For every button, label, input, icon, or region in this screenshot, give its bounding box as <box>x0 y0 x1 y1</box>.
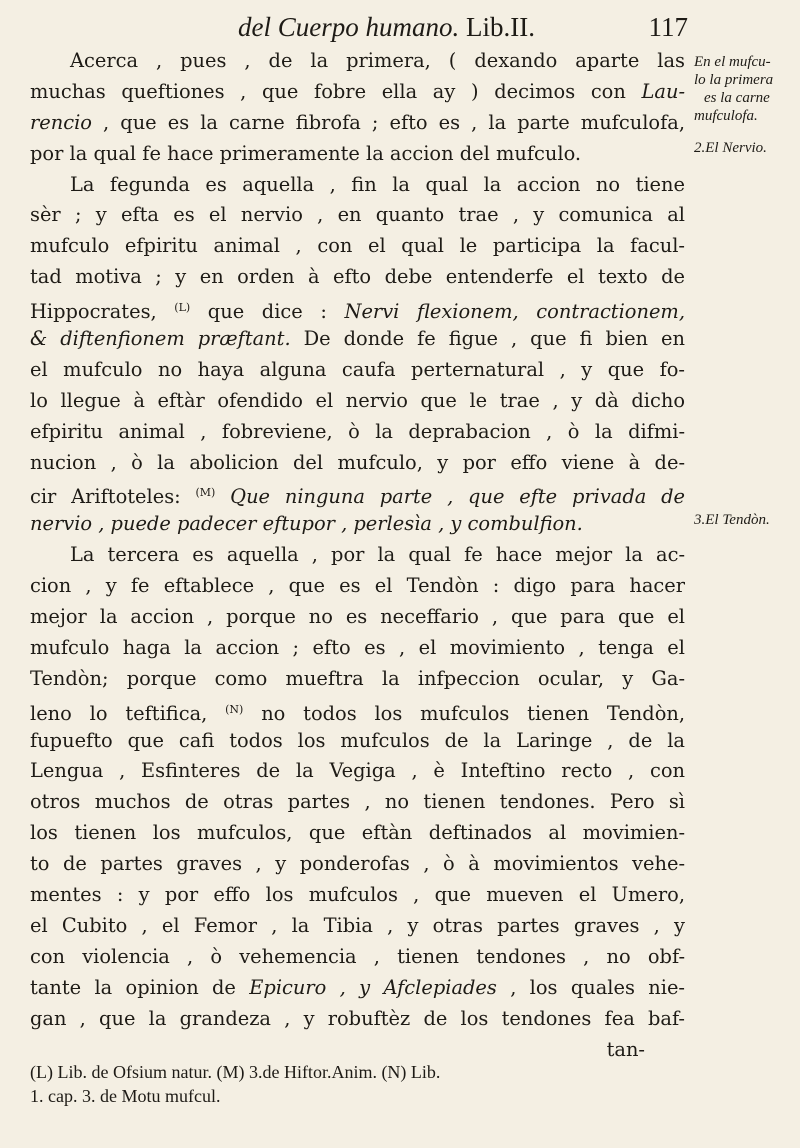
text-line: tante la opinion de Epicuro , y Afclepiades , los quales nie- <box>30 975 685 999</box>
text-line: muchas queftiones , que fobre ella ay ) decimos con Lau- <box>30 79 685 103</box>
text-line: el mufculo no haya alguna caufa perternatural , y que fo- <box>30 357 685 381</box>
text-line: rencio , que es la carne fibrofa ; efto es , la parte mufculofa, <box>30 110 685 134</box>
text-line: Acerca , pues , de la primera, ( dexando aparte las <box>70 49 685 72</box>
footnotes <box>30 1060 690 1108</box>
text-line: lo llegue à eftàr ofendido el nervio que le trae , y dà dicho <box>30 388 685 412</box>
text-line: otros muchos de otras partes , no tienen tendones. Pero sì <box>30 790 685 814</box>
footnote-line: 1. cap. 3. de Motu mufcul. <box>30 1086 221 1106</box>
footnote-line: (L) Lib. de Ofsium natur. (M) 3.de Hiftor.Anim. (N) Lib. <box>30 1062 441 1082</box>
text-line: mufculo efpiritu animal , con el qual le participa la facul- <box>30 234 685 258</box>
text-line: por la qual fe hace primeramente la accion del mufculo. <box>30 141 582 165</box>
text-line: sèr ; y efta es el nervio , en quanto trae , y comunica al <box>30 203 685 227</box>
page-number: 117 <box>648 12 688 42</box>
text-line <box>30 509 685 540</box>
text-line: mejor la accion , porque no es neceffario , que para que el <box>30 605 685 629</box>
margin-note-1: En el mufcu- lo la primera es la carne mufculofa. <box>694 54 774 124</box>
text-line: Hippocrates, $^{(L)}$ que dice : Nervi flexionem, contractionem, <box>30 300 685 324</box>
text-line: fupuefto que cafi todos los mufculos de la Laringe , de la <box>30 728 685 752</box>
footnote-ref: (M) <box>195 486 216 500</box>
text-line: cir Ariftoteles: $^{(M)}$ Que ninguna parte , que efte privada de <box>30 485 685 509</box>
header-title: del Cuerpo humano. <box>238 12 460 42</box>
text-line: mufculo haga la accion ; efto es , el movimiento , tenga el <box>30 635 685 659</box>
text-line: nucion , ò la abolicion del mufculo, y por effo viene à de- <box>30 450 685 474</box>
text-line: leno lo teftifica, $^{(N)}$ no todos los mufculos tienen Tendòn, <box>30 701 685 725</box>
text-line: gan , que la grandeza , y robuftèz de los tendones fea baf- <box>30 1006 685 1030</box>
text-line: con violencia , ò vehemencia , tienen tendones , no obf- <box>30 944 685 968</box>
latin-quote: & diftenfionem præftant. <box>30 327 291 351</box>
margin-note-2: 2.El Nervio. <box>694 140 767 156</box>
text-line: La tercera es aquella , por la qual fe hace mejor la ac- <box>70 543 685 567</box>
text-line: Lengua , Esfinteres de la Vegiga , è Inteftino recto , con <box>30 759 685 783</box>
text-line: cion , y fe eftablece , que es el Tendòn : digo para hacer <box>30 574 685 598</box>
running-header <box>238 10 688 44</box>
footnote-ref: (L) <box>174 301 191 315</box>
text-line: Tendòn; porque como mueftra la infpeccion ocular, y Ga- <box>30 666 685 690</box>
text-line: mentes : y por effo los mufculos , que mueven el Umero, <box>30 883 685 907</box>
text-line: los tienen los mufculos, que eftàn deftinados al movimien- <box>30 821 685 845</box>
text-line: el Cubito , el Femor , la Tibia , y otras partes graves , y <box>30 913 685 937</box>
header-book: Lib.II. <box>465 12 535 42</box>
catchword: tan- <box>606 1037 645 1061</box>
main-text <box>30 46 685 1065</box>
text-line: & diftenfionem præftant. De donde fe figue , que fi bien en <box>30 327 685 351</box>
quote: Que ninguna parte , que efte privada de <box>230 485 685 509</box>
text-line: to de partes graves , y ponderofas , ò à movimientos vehe- <box>30 852 685 876</box>
text-line: La fegunda es aquella , fin la qual la accion no tiene <box>70 172 685 196</box>
text-line: efpiritu animal , fobreviene, ò la deprabacion , ò la difmi- <box>30 419 685 443</box>
latin-quote: Nervi flexionem, contractionem, <box>344 300 685 324</box>
quote: nervio , puede padecer eftupor , perlesìa , y combulfion. <box>30 512 583 536</box>
margin-note-3: 3.El Tendòn. <box>694 512 770 528</box>
text-line: tad motiva ; y en orden à efto debe entenderfe el texto de <box>30 265 685 289</box>
footnote-ref: (N) <box>225 702 244 716</box>
